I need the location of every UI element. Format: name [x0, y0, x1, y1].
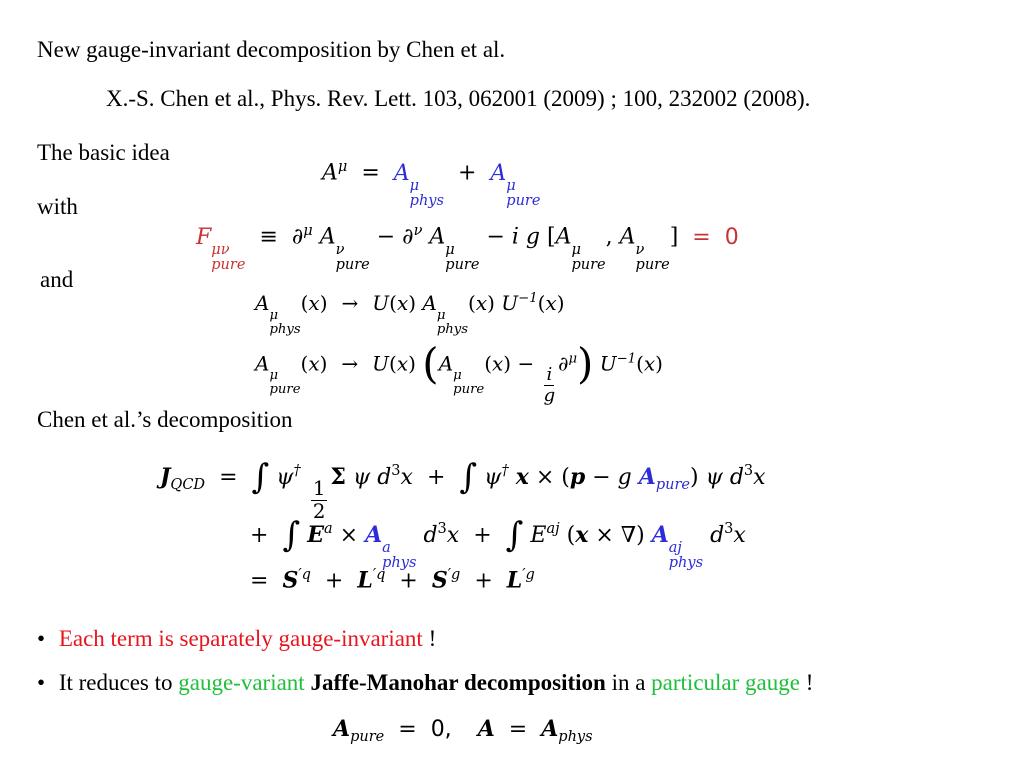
- equation-zero: 0: [724, 224, 739, 250]
- equation-jqcd-line1: $J_{QCD}$ = ∫ ψ† $\frac{1}{2}$ Σ ψ $d^3x$ + ∫ ψ† x × (p − g $A_{pure}$) ψ $d^3x$: [160, 457, 766, 523]
- gauge-variant-text: gauge-variant: [178, 670, 305, 695]
- bullet-symbol: •: [37, 626, 46, 651]
- bullet-end: !: [799, 670, 814, 695]
- bullet-pre-text: It reduces to: [58, 670, 179, 695]
- and-label: and: [40, 267, 74, 292]
- bullet-end: !: [422, 626, 437, 651]
- bullet-gauge-invariant: [37, 627, 436, 650]
- bullet-red-text: Each term is separately gauge-invariant: [58, 626, 423, 651]
- equation-jqcd-line3: = $S^{'q} + L^{'q} + S^{'g} + L^{'g}$: [250, 567, 535, 594]
- equation-gauge-condition: $A_{pure} = 0$, $A = A_{phys}$: [333, 716, 593, 746]
- equation-pure-transform: A μ pure (x) → U(x) (A μ pure (x) − $\frac{i}{g}$ ∂$^\mu$) $U^{-1}(x)$: [255, 339, 663, 407]
- equation-jqcd-line2: + ∫ $E^a \times A$ a phys $d^3x$ + ∫ $E^{aj}$ (x × ∇) A aj phys $d^3x$: [250, 515, 746, 572]
- decomposition-label: Chen et al.’s decomposition: [37, 407, 293, 432]
- reference: X.-S. Chen et al., Phys. Rev. Lett. 103, 062001 (2009) ; 100, 232002 (2008).: [106, 86, 811, 111]
- particular-gauge-text: particular gauge: [651, 670, 800, 695]
- heading: New gauge-invariant decomposition by Chen et al.: [37, 37, 506, 62]
- jaffe-manohar-text: Jaffe-Manohar decomposition: [310, 670, 606, 695]
- bullet-symbol: •: [37, 670, 46, 695]
- bullet-mid-text: in a: [605, 670, 652, 695]
- equation-field-strength: F μν pure ≡ ∂$^\mu$ A ν pure − ∂$^\nu$ A μ pure − i g [A μ pure , A ν pure ] = 0: [196, 223, 739, 273]
- equation-basic-idea: $A^\mu = A$ μ phys + A μ pure: [322, 159, 541, 209]
- gauge-zero: 0,: [430, 717, 452, 742]
- basic-idea-label: The basic idea: [37, 140, 170, 165]
- equation-phys-transform: A μ phys (x) → U(x) A μ phys (x) $U^{-1}(x)$: [255, 290, 565, 337]
- with-label: with: [37, 194, 78, 219]
- bullet-jaffe-manohar: [37, 671, 813, 694]
